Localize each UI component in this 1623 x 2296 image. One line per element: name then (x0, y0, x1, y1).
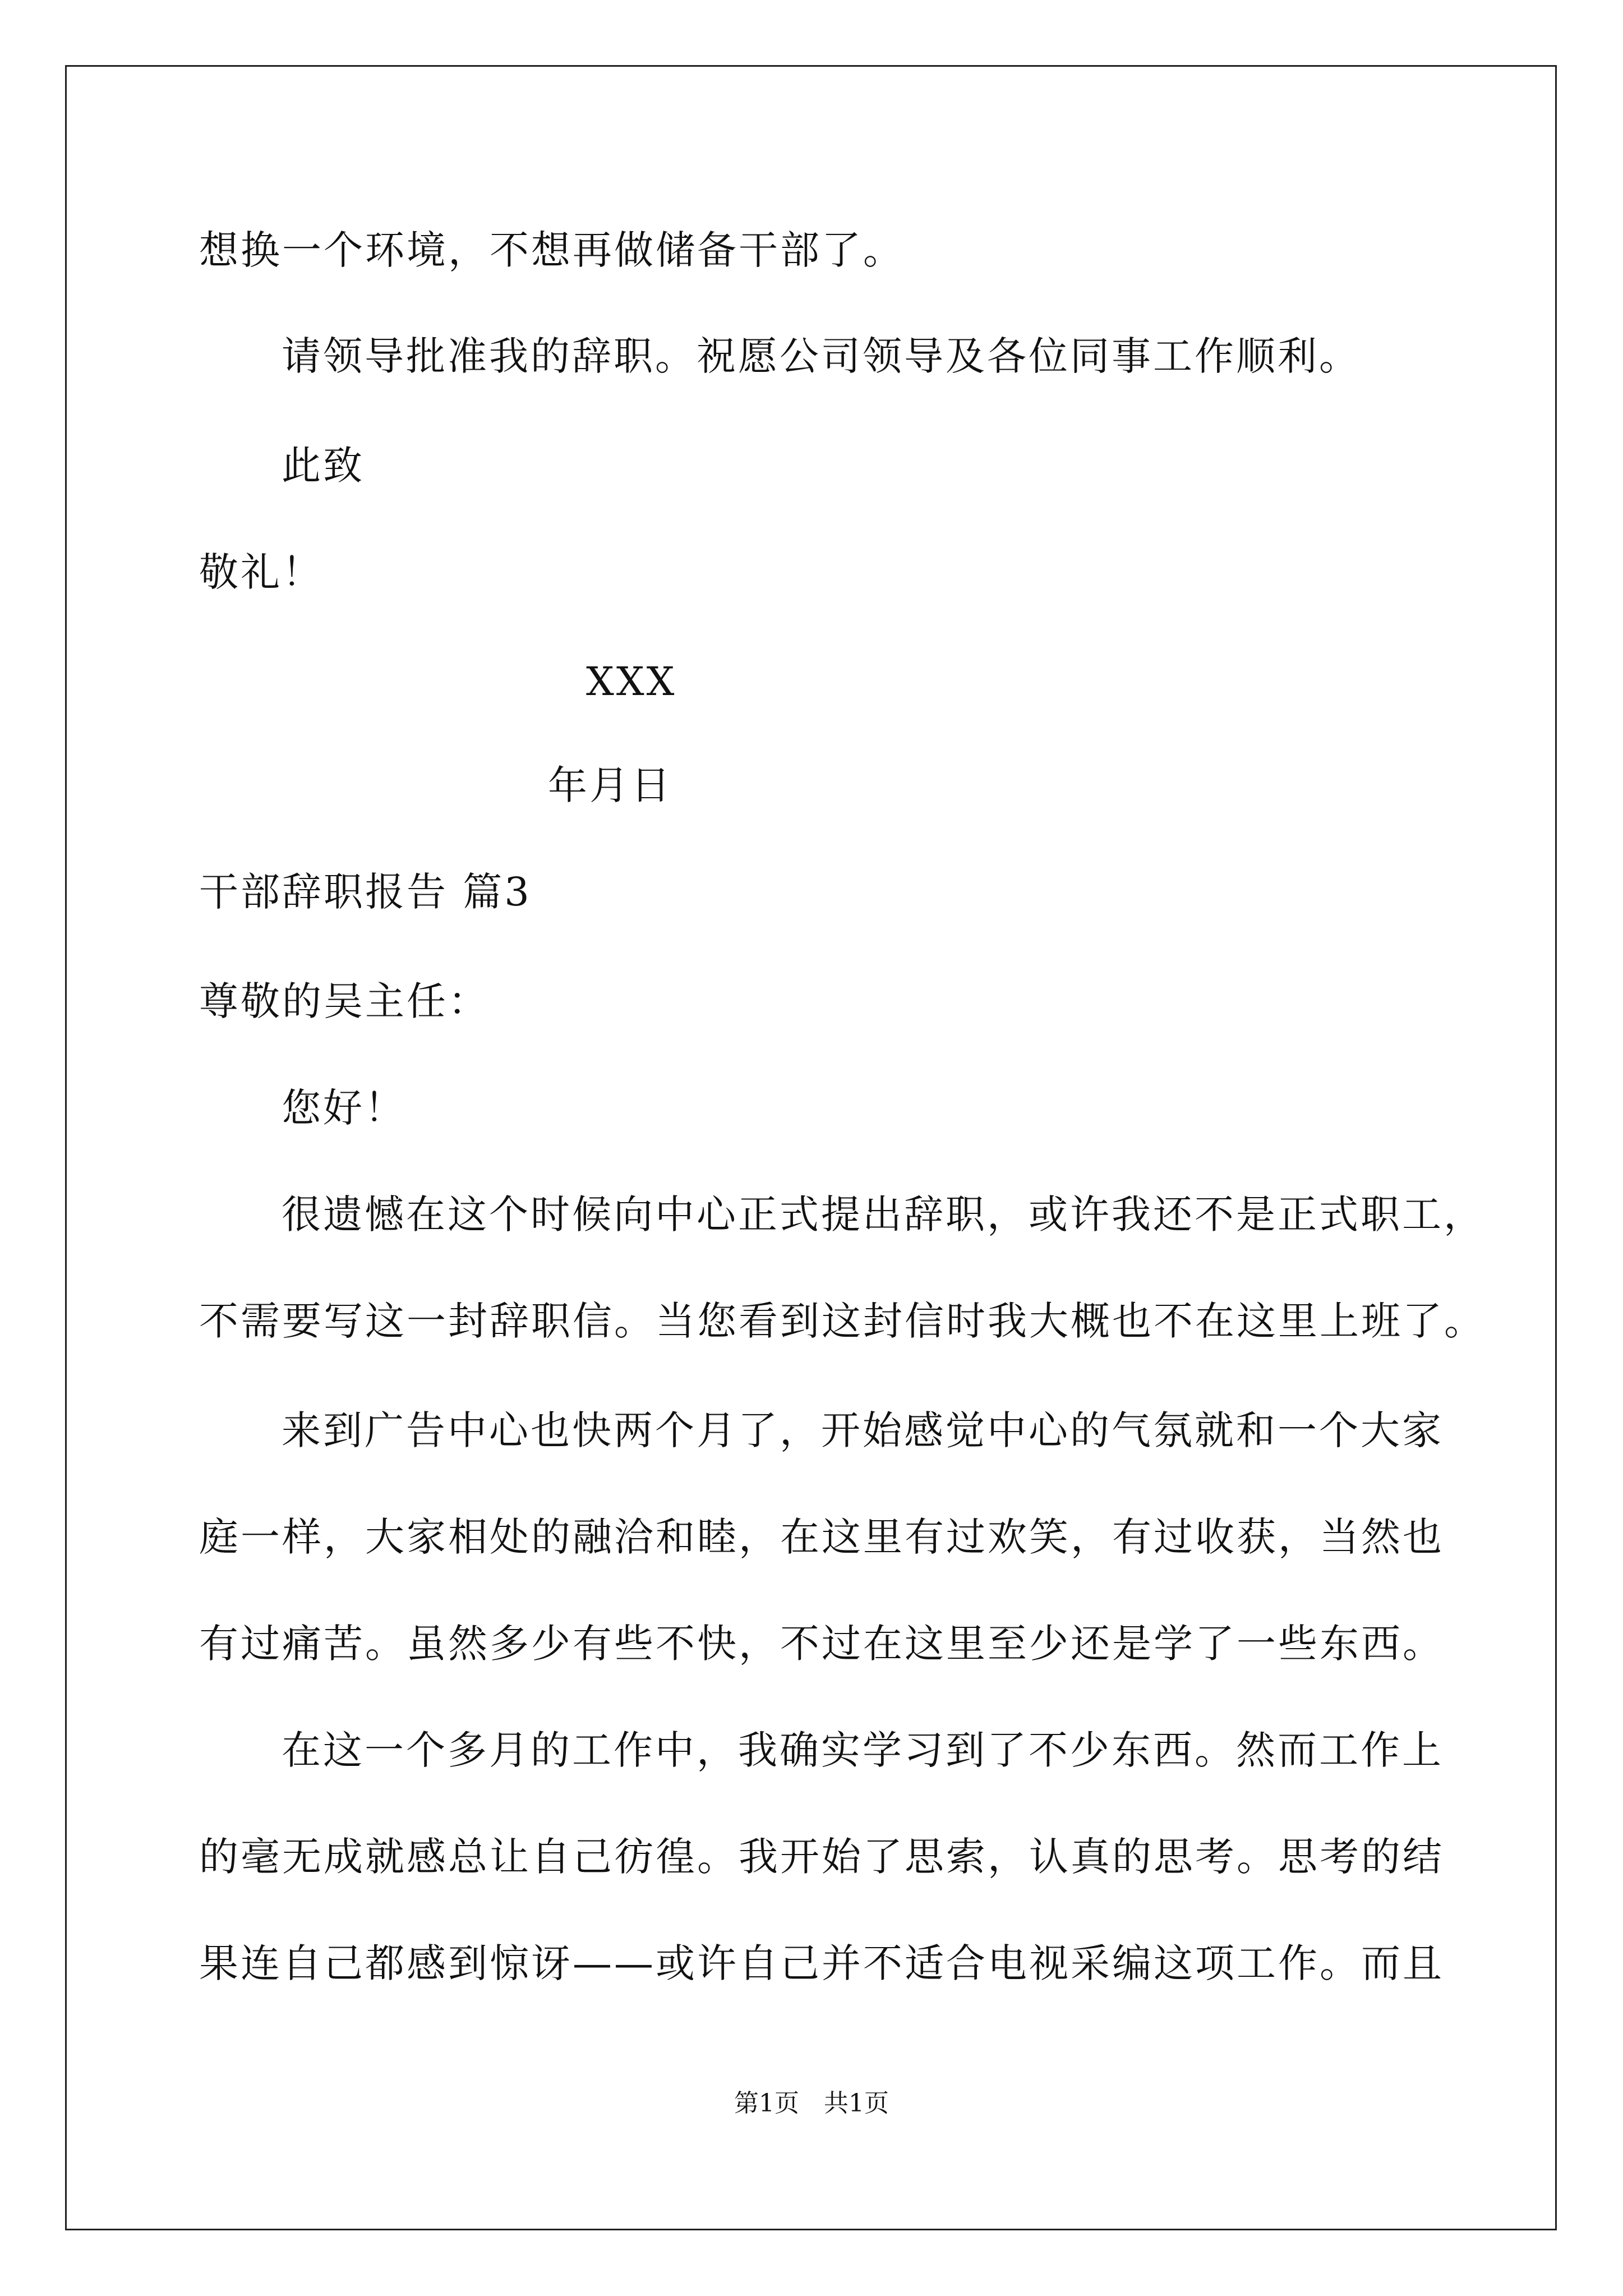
section-heading: 干部辞职报告 篇3 (199, 869, 532, 915)
signature-date: 年月日 (548, 762, 672, 808)
page-number: 第1页 共1页 (734, 2089, 889, 2118)
greeting: 您好！ (282, 1085, 406, 1131)
page-border (65, 65, 1557, 2230)
text-line: 有过痛苦。虽然多少有些不快，不过在这里至少还是学了一些东西。 (199, 1621, 1444, 1667)
text-line: 在这一个多月的工作中，我确实学习到了不少东西。然而工作上 (282, 1727, 1444, 1773)
salutation: 尊敬的吴主任： (199, 978, 490, 1024)
text-line: 不需要写这一封辞职信。当您看到这封信时我大概也不在这里上班了。 (199, 1298, 1486, 1344)
text-line: 的毫无成就感总让自己彷徨。我开始了思索，认真的思考。思考的结 (199, 1834, 1444, 1880)
signature-name: XXX (586, 659, 677, 705)
text-line: 果连自己都感到惊讶——或许自己并不适合电视采编这项工作。而且 (199, 1940, 1444, 1986)
text-line: 敬礼！ (199, 549, 324, 595)
text-line: 来到广告中心也快两个月了，开始感觉中心的气氛就和一个大家 (282, 1407, 1444, 1453)
text-line: 庭一样，大家相处的融洽和睦，在这里有过欢笑，有过收获，当然也 (199, 1514, 1444, 1560)
text-line: 很遗憾在这个时候向中心正式提出辞职，或许我还不是正式职工， (282, 1191, 1485, 1237)
text-line: 想换一个环境，不想再做储备干部了。 (199, 227, 905, 273)
text-line: 此致 (282, 443, 365, 489)
text-line: 请领导批准我的辞职。祝愿公司领导及各位同事工作顺利。 (282, 333, 1361, 379)
